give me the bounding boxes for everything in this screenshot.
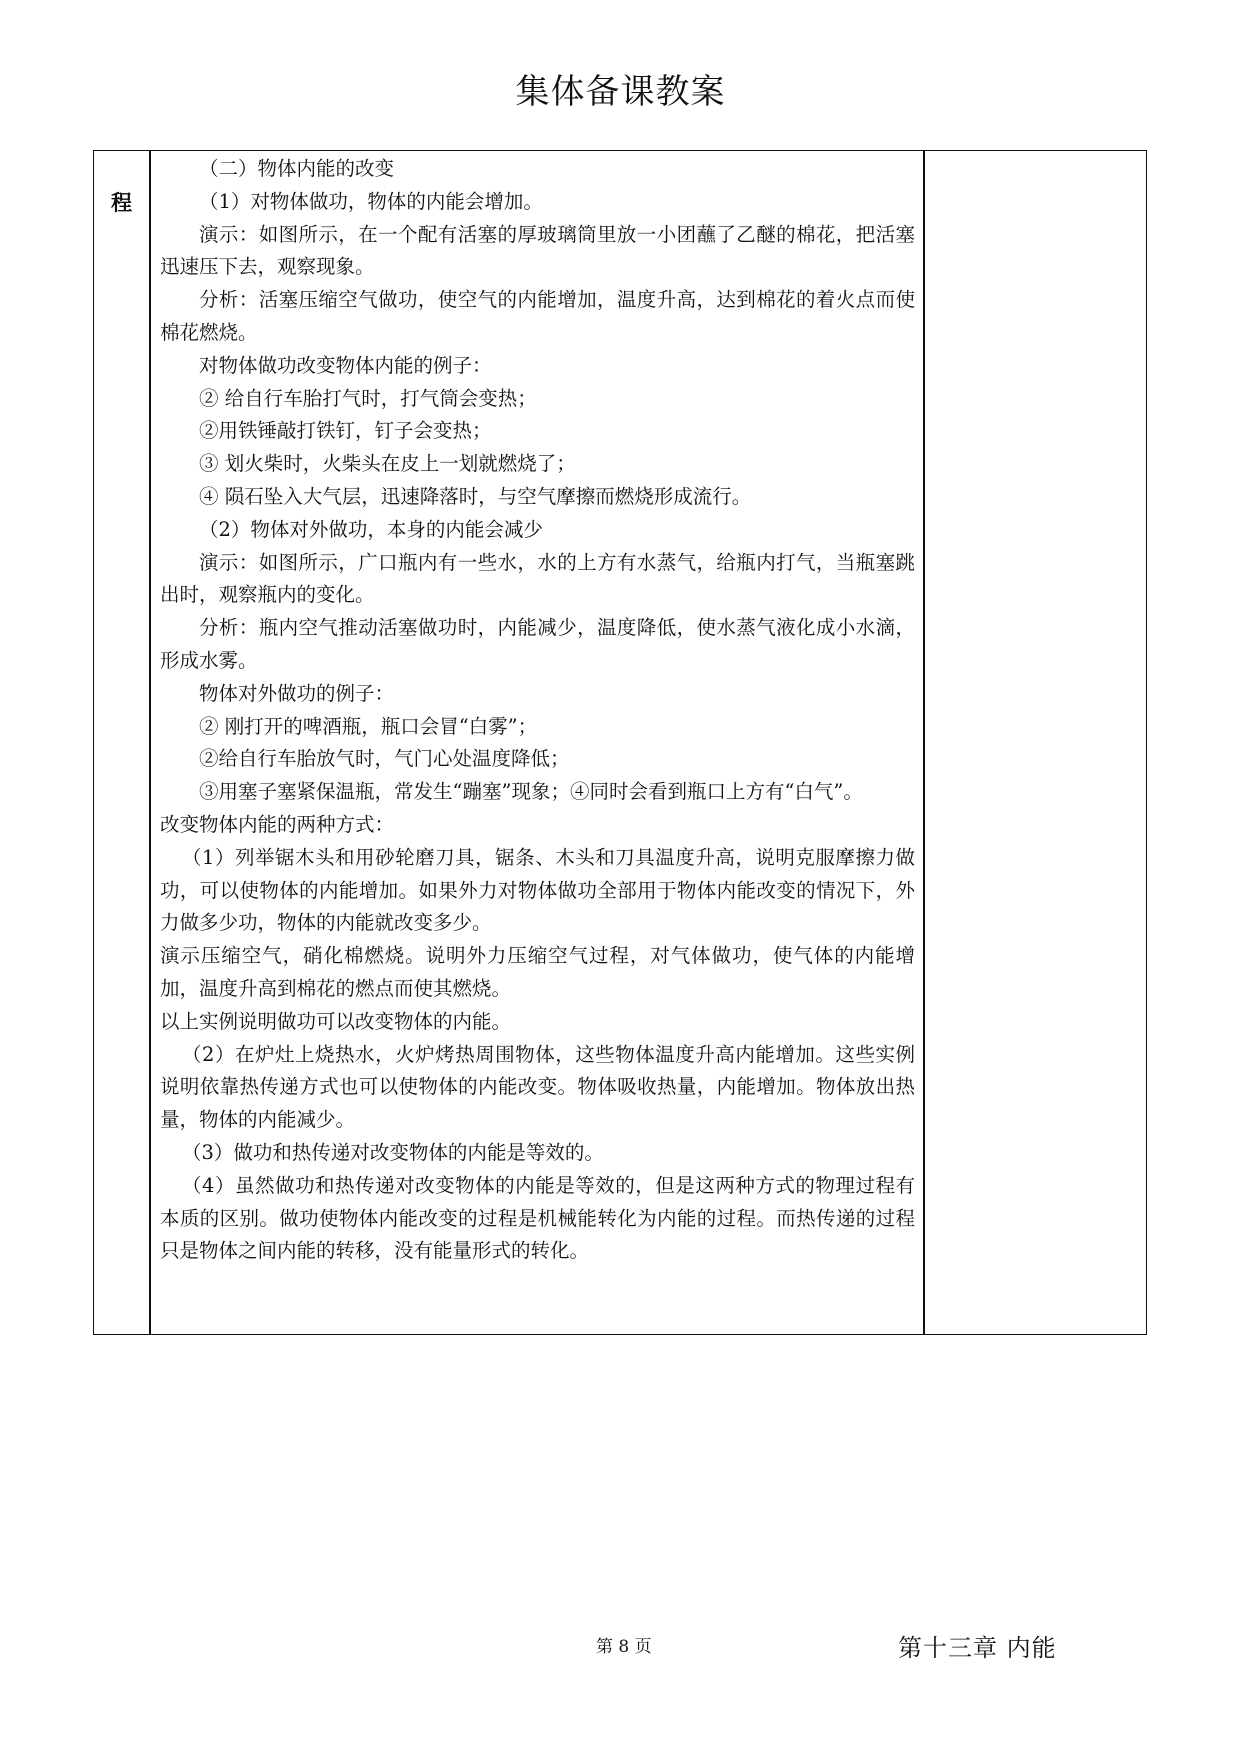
chapter-title: 第十三章 内能 [898, 1634, 1057, 1662]
paragraph: 物体对外做功的例子： [199, 681, 395, 705]
paragraph: （二）物体内能的改变 [199, 157, 395, 180]
paragraph: ② 给自行车胎打气时，打气筒会变热； [199, 386, 537, 410]
paragraph: （2）在炉灶上烧热水，火炉烤热周围物体，这些物体温度升高内能增加。这些实例说明依靠热传递方式也可以使物体的内能改变。物体吸收热量，内能增加。物体放出热量，物体的内能减少。 [160, 1042, 915, 1132]
paragraph: 演示：如图所示，在一个配有活塞的厚玻璃筒里放一小团蘸了乙醚的棉花，把活塞迅速压下去，观察现象。 [160, 222, 915, 279]
paragraph: ③用塞子塞紧保温瓶，常发生“蹦塞”现象；④同时会看到瓶口上方有“白气”。 [199, 780, 863, 804]
paragraph: 对物体做功改变物体内能的例子： [199, 353, 492, 377]
column-divider-right [923, 151, 925, 1334]
document-title: 集体备课教案 [515, 72, 726, 112]
paragraph: （3）做功和热传递对改变物体的内能是等效的。 [182, 1140, 604, 1164]
paragraph: （1）列举锯木头和用砂轮磨刀具，锯条、木头和刀具温度升高，说明克服摩擦力做功，可以使物体的内能增加。如果外力对物体做功全部用于物体内能改变的情况下，外力做多少功，物体的内能就改变多少。 [160, 845, 915, 935]
paragraph: ④ 陨石坠入大气层，迅速降落时，与空气摩擦而燃烧形成流行。 [199, 484, 752, 508]
paragraph: ③ 划火柴时，火柴头在皮上一划就燃烧了； [199, 452, 576, 476]
lesson-table [93, 150, 1147, 1335]
paragraph: （4）虽然做功和热传递对改变物体的内能是等效的，但是这两种方式的物理过程有本质的区别。做功使物体内能改变的过程是机械能转化为内能的过程。而热传递的过程只是物体之间内能的转移，没有能量形式的转化。 [160, 1173, 915, 1263]
paragraph: 演示：如图所示，广口瓶内有一些水，水的上方有水蒸气，给瓶内打气，当瓶塞跳出时，观察瓶内的变化。 [160, 550, 915, 607]
section-label: 程 [111, 191, 132, 215]
paragraph: ②给自行车胎放气时，气门心处温度降低； [199, 747, 570, 771]
paragraph: 以上实例说明做功可以改变物体的内能。 [160, 1009, 512, 1033]
paragraph: 改变物体内能的两种方式： [160, 812, 395, 836]
paragraph: ② 刚打开的啤酒瓶，瓶口会冒“白雾”； [199, 714, 538, 738]
paragraph: 分析：瓶内空气推动活塞做功时，内能减少，温度降低，使水蒸气液化成小水滴，形成水雾。 [160, 616, 915, 672]
paragraph: （1）对物体做功，物体的内能会增加。 [199, 189, 543, 213]
paragraph: 演示压缩空气，硝化棉燃烧。说明外力压缩空气过程，对气体做功，使气体的内能增加，温度升高到棉花的燃点而使其燃烧。 [160, 944, 915, 1000]
lesson-content [160, 153, 915, 1268]
paragraph: 分析：活塞压缩空气做功，使空气的内能增加，温度升高，达到棉花的着火点而使棉花燃烧。 [160, 288, 915, 344]
paragraph: （2）物体对外做功，本身的内能会减少 [199, 517, 543, 541]
paragraph: ②用铁锤敲打铁钉，钉子会变热； [199, 419, 492, 443]
page-number: 第 8 页 [596, 1637, 652, 1657]
column-divider-left [149, 151, 151, 1334]
